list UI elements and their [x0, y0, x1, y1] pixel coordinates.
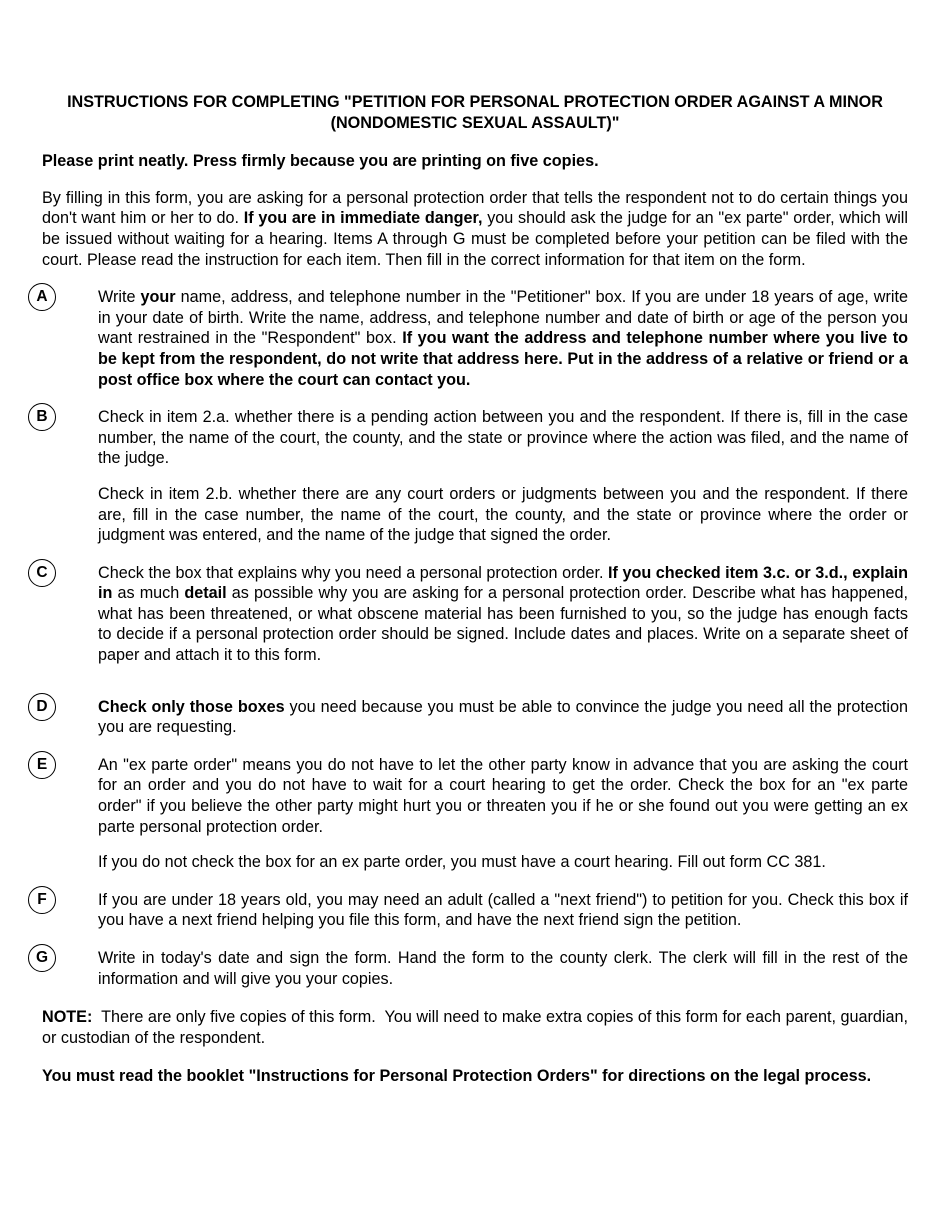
instructions-page: [35, 92, 913, 1087]
item-d: [36, 697, 909, 738]
item-c-text-2: as much: [112, 584, 185, 603]
item-a-text-1: Write: [98, 288, 141, 307]
item-e-letter-badge: E: [28, 751, 56, 779]
title-line-1: INSTRUCTIONS FOR COMPLETING "PETITION FOR PERSONAL PROTECTION ORDER AGAINST A MINOR: [67, 93, 883, 111]
item-c: [36, 563, 908, 666]
item-f: [37, 890, 908, 931]
item-b-paragraph-2: Check in item 2.b. whether there are any court orders or judgments between you and the respondent. If there are, fill in the case number, the name of the court, the county, and the state or province where the order or judgment was entered, and the name of the judge that signed the order.: [98, 484, 908, 545]
item-g-text: Write in today's date and sign the form. Hand the form to the county clerk. The clerk will fill in the rest of the information and will give you your copies.: [98, 949, 908, 988]
item-c-letter-badge: C: [28, 559, 56, 587]
item-g: [35, 948, 908, 989]
note-label: NOTE:: [42, 1008, 93, 1027]
item-g-letter-badge: G: [28, 944, 56, 972]
intro-text-1: By filling in this form, you are asking for a personal protection order that tells the respondent not to do certain things you don't want him or her to do.: [42, 188, 908, 228]
note-text: There are only five copies of this form. You will need to make extra copies of this form for each parent, guardian, or custodian of the respondent.: [42, 1008, 913, 1047]
item-c-text-1: Check the box that explains why you need a personal protection order.: [98, 563, 609, 582]
item-c-text-3: as possible why you are asking for a personal protection order. Describe what has happened, what has been threatened, or what obscene material has been furnished to you, so the judge has enough facts to decide if a personal protection order should be signed. Include dates and places. Write on a separate sheet of paper and attach it to this form.: [98, 584, 908, 665]
item-d-text-1: you need because you must be able to convince the judge you need all the protection you are requesting.: [98, 697, 909, 737]
item-c-emphasis-2: detail: [184, 584, 227, 603]
note-paragraph: [42, 1007, 913, 1048]
intro-emphasis: If you are in immediate danger,: [243, 209, 483, 228]
item-d-emphasis: Check only those boxes: [98, 697, 285, 716]
item-a-letter-badge: A: [28, 283, 56, 311]
item-c-text: [98, 563, 908, 666]
intro-text-2: you should ask the judge for an "ex parte" order, which will be issued without waiting for a hearing. Items A through G must be completed before your petition can be filed with the court. Please read the instruction for each item. Then fill in the correct information for that item on the form.: [42, 209, 908, 269]
item-e-paragraph-2: If you do not check the box for an ex parte order, you must have a court hearing. Fill out form CC 381.: [98, 853, 826, 872]
item-a: [36, 287, 908, 390]
item-d-letter-badge: D: [28, 693, 56, 721]
item-e-paragraph-1: An "ex parte order" means you do not have to let the other party know in advance that you are asking the court for an order and you do not have to wait for a court hearing to get the order. Check the box for an "ex parte order" if you believe the other party might hurt you or threaten you if he or she found out you were getting an ex parte personal protection order.: [98, 755, 908, 836]
print-note: Please print neatly. Press firmly because you are printing on five copies.: [42, 152, 599, 171]
item-e: [36, 755, 908, 873]
item-a-emphasis-2: If you want the address and telephone number where you live to be kept from the respondent, do not write that address here. Put in the address of a relative or friend or a post office box where the court can contact you.: [98, 329, 908, 389]
item-a-text: [98, 287, 908, 390]
item-b-letter-badge: B: [28, 403, 56, 431]
item-b-paragraph-1: Check in item 2.a. whether there is a pending action between you and the respondent. If there is, fill in the case number, the name of the court, the county, and the state or province where the action was filed, and the name of the judge.: [98, 408, 908, 468]
item-b: [36, 407, 908, 546]
intro-paragraph: [42, 188, 908, 270]
item-d-text: [98, 697, 908, 738]
item-a-text-2: name, address, and telephone number in the "Petitioner" box. If you are under 18 years of age, write in your date of birth. Write the name, address, and telephone number and date of birth or age of the person you want restrained in the "Respondent" box.: [98, 288, 908, 348]
page-title: [42, 92, 908, 133]
item-f-letter-badge: F: [28, 886, 56, 914]
final-instruction: You must read the booklet "Instructions for Personal Protection Orders" for directions on the legal process.: [42, 1067, 872, 1086]
item-f-text: If you are under 18 years old, you may need an adult (called a "next friend") to petition for you. Check this box if you have a next friend helping you file this form, and have the next friend sign the petition.: [98, 890, 908, 930]
item-c-emphasis-1: If you checked item 3.c. or 3.d., explain in: [98, 563, 908, 603]
title-line-2: (NONDOMESTIC SEXUAL ASSAULT)": [330, 113, 620, 132]
item-a-emphasis-1: your: [140, 288, 176, 307]
